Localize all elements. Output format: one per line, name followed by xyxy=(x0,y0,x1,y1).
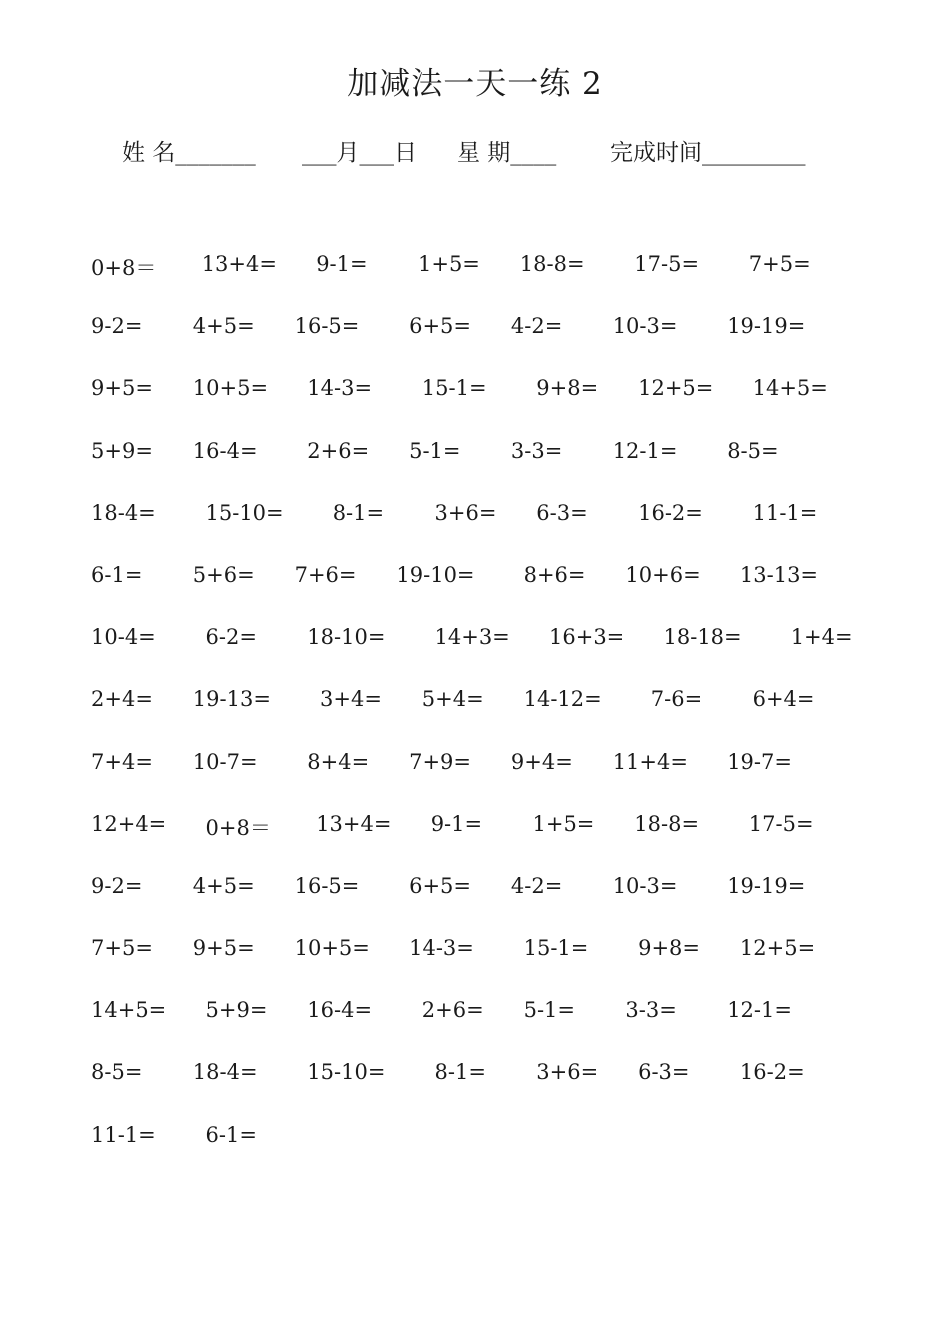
math-problem: 10-7= xyxy=(192,749,258,774)
worksheet-title: 加减法一天一练 2 xyxy=(347,66,603,102)
problem-row xyxy=(0,252,950,314)
math-problem: 4+5= xyxy=(192,314,255,339)
math-problem: 18-4= xyxy=(192,1060,258,1085)
math-problem: 10-3= xyxy=(612,873,678,898)
math-problem: 16-2= xyxy=(638,500,703,525)
math-problem: 8+6= xyxy=(523,562,586,587)
math-problem: 7+9= xyxy=(409,749,472,774)
math-problem: 7-6= xyxy=(650,687,703,712)
problem-row xyxy=(0,874,950,936)
math-problem: 6+5= xyxy=(409,873,472,898)
problem-row xyxy=(0,1060,950,1122)
math-problem: 18-8= xyxy=(519,252,585,276)
math-problem: 7+5= xyxy=(91,936,153,961)
math-problem: 2+6= xyxy=(421,998,484,1023)
math-problem: 9+5= xyxy=(91,376,153,401)
math-problem: 14+5= xyxy=(91,998,167,1023)
math-problem: 16+3= xyxy=(549,625,625,650)
math-problem: 14-3= xyxy=(409,936,474,961)
math-problem: 16-5= xyxy=(294,314,360,339)
math-problem: 14+5= xyxy=(752,376,828,401)
math-problem: 7+4= xyxy=(91,749,153,774)
problem-row xyxy=(0,998,950,1060)
math-problem: 9-1= xyxy=(316,252,368,276)
math-problem: 19-19= xyxy=(727,314,806,339)
math-problem: 10+5= xyxy=(294,936,370,961)
math-problem: 9+5= xyxy=(192,936,255,961)
math-problem: 17-5= xyxy=(634,252,700,276)
problem-row xyxy=(0,625,950,687)
math-problem: 1+4= xyxy=(790,625,853,650)
problem-row xyxy=(0,563,950,625)
math-problem: 8-1= xyxy=(434,1060,486,1085)
math-problem: 1+5= xyxy=(532,811,595,836)
math-problem: 16-4= xyxy=(192,438,258,463)
math-problem: 18-4= xyxy=(91,500,156,525)
problem-row xyxy=(0,812,950,874)
math-problem: 12-1= xyxy=(727,998,792,1023)
math-problem: 13+4= xyxy=(316,811,392,836)
problem-row xyxy=(0,936,950,998)
math-problem: 13-13= xyxy=(739,562,819,587)
math-problem: 8-5= xyxy=(727,438,779,463)
weekday-field-label: 星 期____ xyxy=(457,140,557,166)
math-problem: 5+9= xyxy=(205,998,268,1023)
math-problem: 9+8= xyxy=(638,936,701,961)
math-problem: 19-7= xyxy=(727,749,792,774)
math-problem: 6-3= xyxy=(536,500,588,525)
math-problem: 0+8＝ xyxy=(205,815,271,840)
math-problem: 4+5= xyxy=(192,873,255,898)
math-problem: 6+4= xyxy=(752,687,815,712)
math-problem: 3+6= xyxy=(536,1060,599,1085)
math-problem: 3-3= xyxy=(510,438,563,463)
math-problem: 12+4= xyxy=(91,811,167,836)
math-problem: 6-3= xyxy=(638,1060,690,1085)
math-problem: 18-8= xyxy=(634,811,700,836)
math-problem: 4-2= xyxy=(510,314,563,339)
math-problem: 3+6= xyxy=(434,500,497,525)
problem-row xyxy=(0,439,950,501)
math-problem: 2+6= xyxy=(307,438,370,463)
problem-row xyxy=(0,750,950,812)
math-problem: 7+6= xyxy=(294,562,357,587)
math-problem: 14-12= xyxy=(523,687,602,712)
math-problem: 6-2= xyxy=(205,625,257,650)
math-problem: 15-10= xyxy=(205,500,284,525)
math-problem: 8+4= xyxy=(307,749,370,774)
math-problem: 9-1= xyxy=(430,811,483,836)
problem-row xyxy=(0,314,950,376)
math-problem: 19-10= xyxy=(396,562,475,587)
problem-row xyxy=(0,501,950,563)
math-problem: 9-2= xyxy=(91,873,143,898)
date-field-label: ___月___日 xyxy=(302,140,417,166)
math-problem: 15-1= xyxy=(523,936,589,961)
math-problem: 5+6= xyxy=(192,562,255,587)
math-problem: 9-2= xyxy=(91,314,143,339)
math-problem: 6-1= xyxy=(205,1122,257,1147)
math-problem: 6+5= xyxy=(409,314,472,339)
math-problem: 2+4= xyxy=(91,687,153,712)
math-problem: 11+4= xyxy=(612,749,688,774)
problem-grid xyxy=(0,252,950,1185)
problem-row xyxy=(0,687,950,749)
math-problem: 16-2= xyxy=(739,1060,805,1085)
math-problem: 19-13= xyxy=(192,687,271,712)
math-problem: 4-2= xyxy=(510,873,563,898)
math-problem: 15-10= xyxy=(307,1060,386,1085)
math-problem: 9+4= xyxy=(510,749,573,774)
math-problem: 12-1= xyxy=(612,438,678,463)
math-problem: 9+8= xyxy=(536,376,599,401)
math-problem: 11-1= xyxy=(752,500,818,525)
math-problem: 11-1= xyxy=(91,1122,156,1147)
math-problem: 16-5= xyxy=(294,873,360,898)
math-problem: 8-5= xyxy=(91,1060,143,1085)
math-problem: 6-1= xyxy=(91,562,143,587)
math-problem: 10-4= xyxy=(91,625,156,650)
name-field-label: 姓 名_______ xyxy=(122,140,256,166)
math-problem: 14-3= xyxy=(307,376,373,401)
math-problem: 7+5= xyxy=(748,252,811,276)
math-problem: 19-19= xyxy=(727,873,806,898)
math-problem: 14+3= xyxy=(434,625,510,650)
math-problem: 18-18= xyxy=(663,625,742,650)
math-problem: 3+4= xyxy=(320,687,382,712)
math-problem: 5-1= xyxy=(409,438,461,463)
math-problem: 8-1= xyxy=(332,500,385,525)
math-problem: 3-3= xyxy=(625,998,677,1023)
math-problem: 0+8＝ xyxy=(91,256,157,280)
problem-row xyxy=(0,376,950,438)
math-problem: 10+5= xyxy=(192,376,269,401)
math-problem: 5+9= xyxy=(91,438,153,463)
math-problem: 10-3= xyxy=(612,314,678,339)
math-problem: 10+6= xyxy=(625,562,701,587)
completion-time-field-label: 完成时间_________ xyxy=(610,140,806,166)
math-problem: 13+4= xyxy=(201,252,277,276)
math-problem: 17-5= xyxy=(748,811,814,836)
math-problem: 18-10= xyxy=(307,625,386,650)
math-problem: 1+5= xyxy=(417,252,480,276)
math-problem: 15-1= xyxy=(421,376,487,401)
math-problem: 5-1= xyxy=(523,998,576,1023)
math-problem: 12+5= xyxy=(638,376,714,401)
math-problem: 12+5= xyxy=(739,936,816,961)
problem-row xyxy=(0,1123,950,1185)
math-problem: 5+4= xyxy=(421,687,484,712)
math-problem: 16-4= xyxy=(307,998,373,1023)
